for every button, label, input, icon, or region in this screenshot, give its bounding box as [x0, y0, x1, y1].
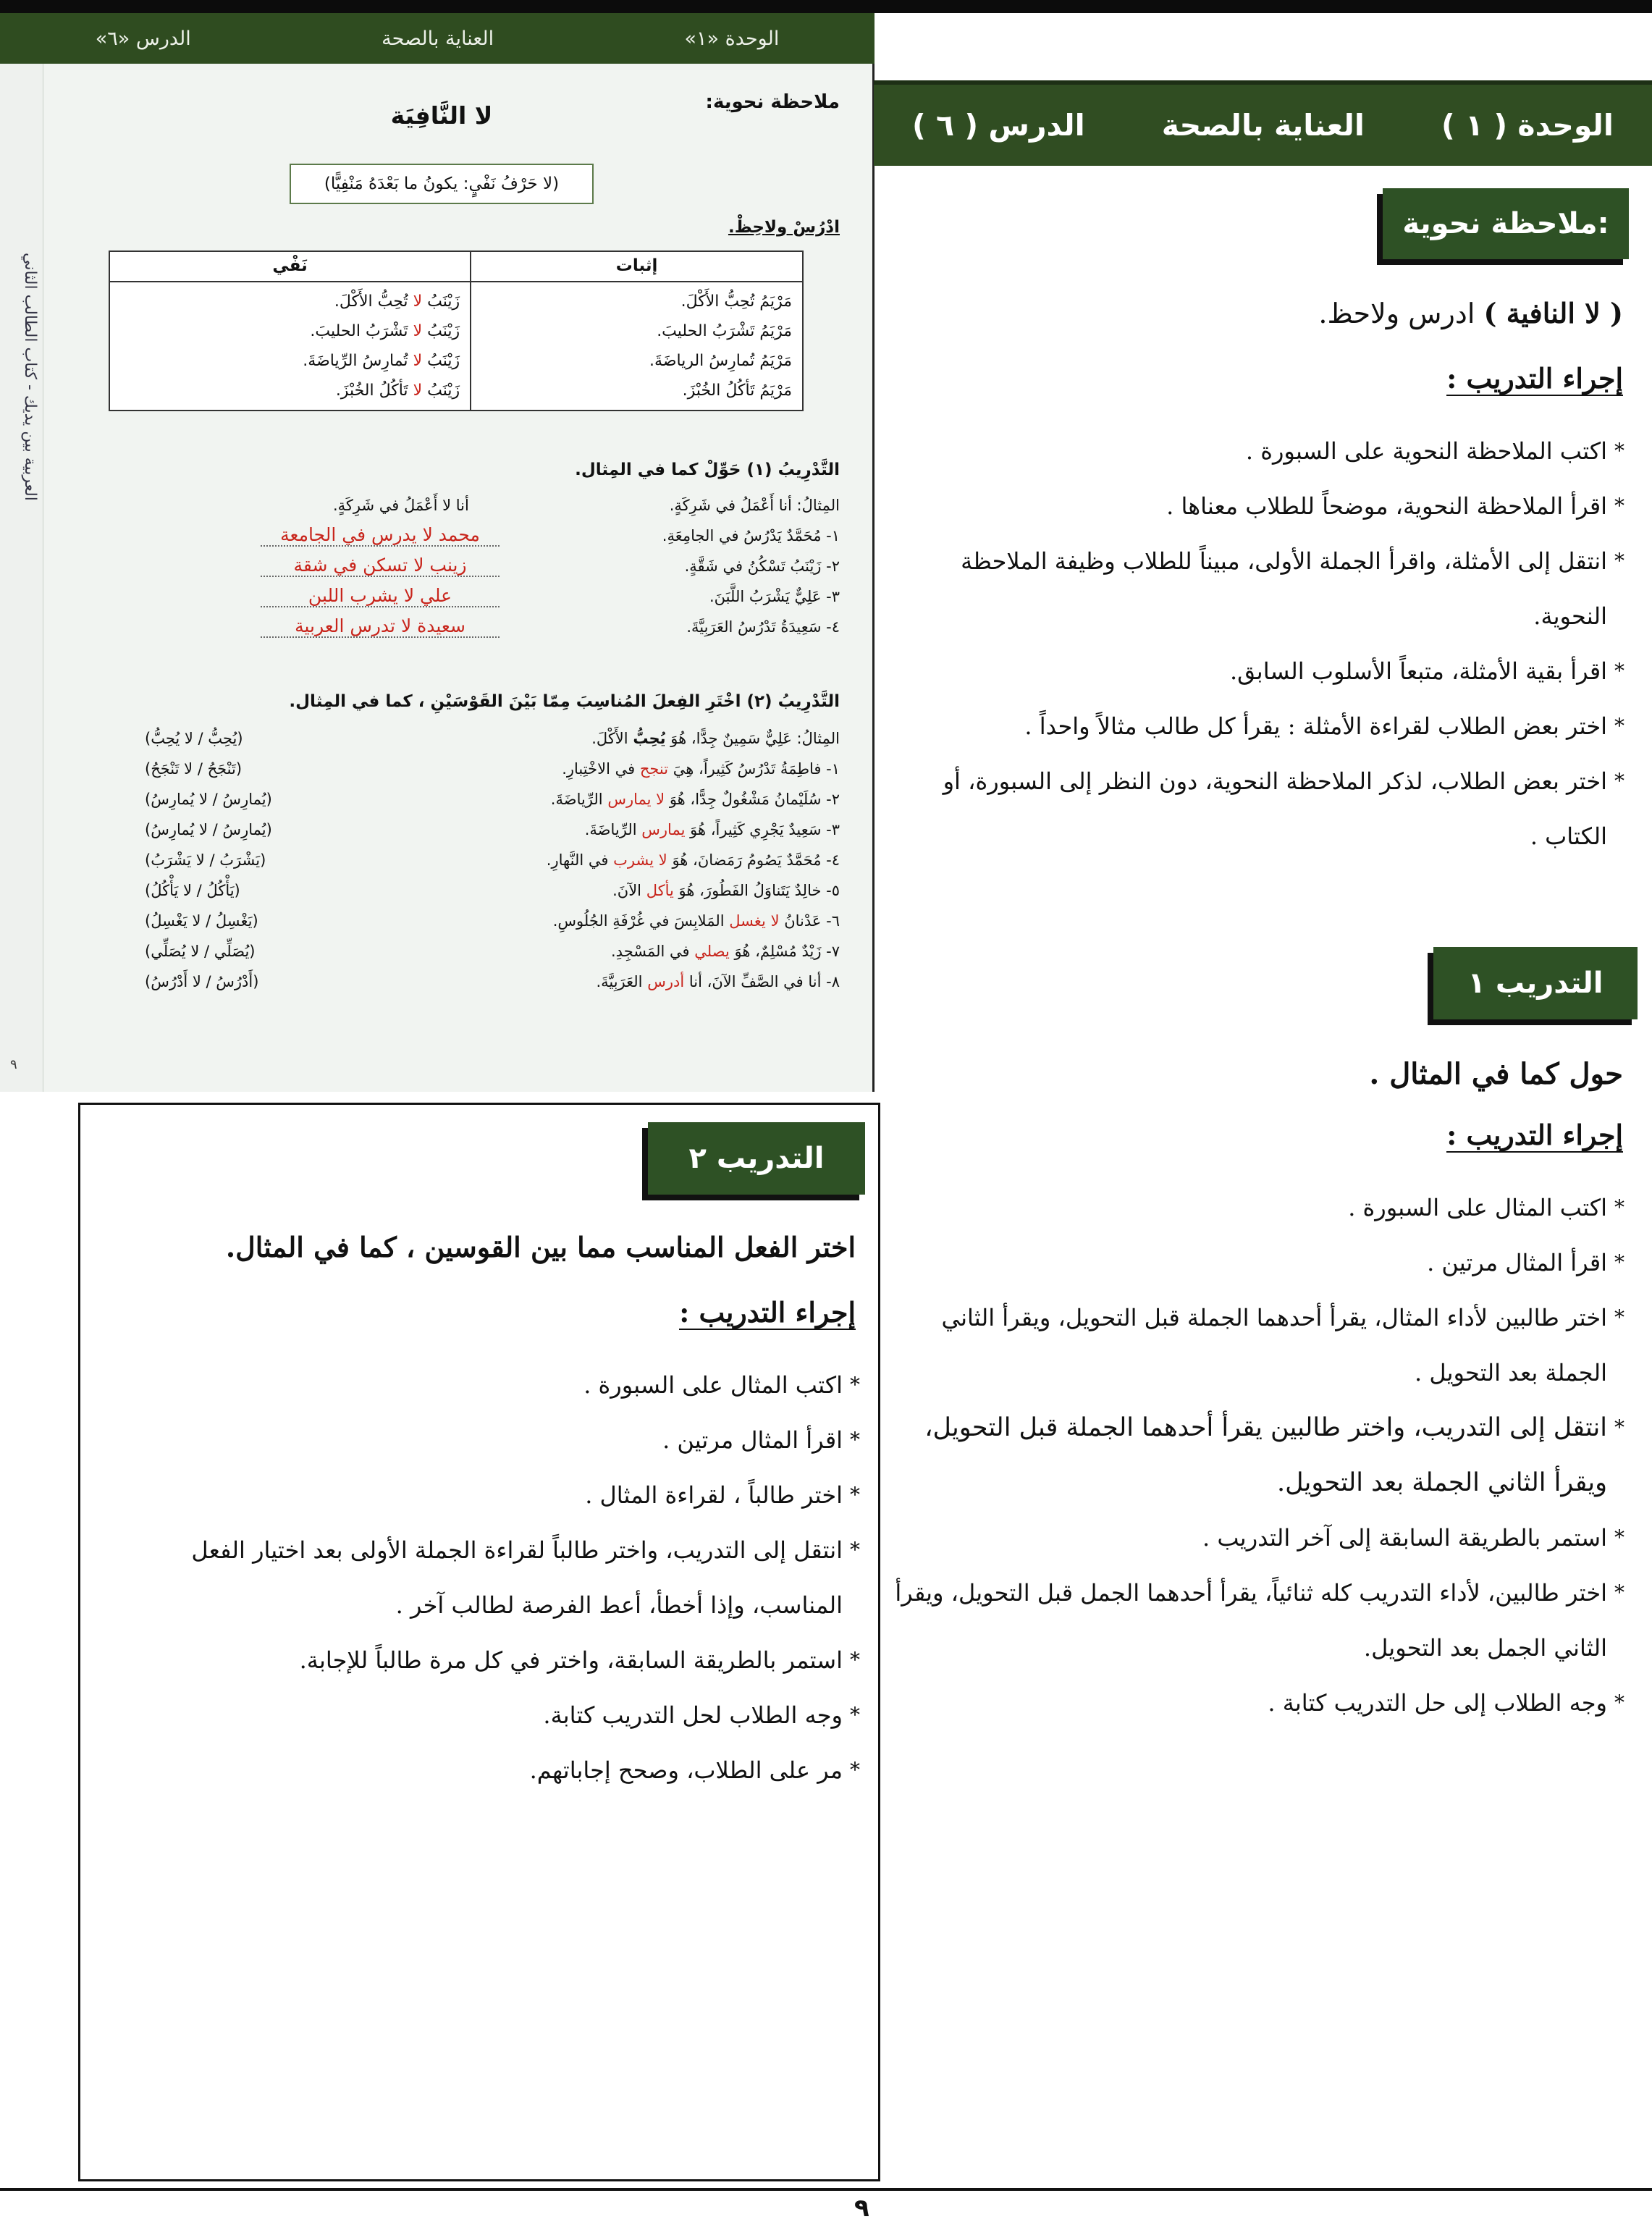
ex2-item-options: (تَنْجَحُ / لا تَنْجَحُ): [145, 760, 243, 778]
procedure-label-text: إجراء التدريب :: [679, 1296, 856, 1329]
ex2-item-options: (يَشْرَبُ / لا يَشْرَبُ): [145, 851, 266, 869]
note-heading-box: ملاحظة نحوية:: [1383, 188, 1629, 259]
table-cell: مَرْيَمُ تَأكُلُ الخُبْزَ.: [682, 382, 792, 400]
exercise1-item-q: ٢- زَيْنَبُ تَسْكُنُ في شَقَّةٍ.: [684, 557, 840, 575]
note-intro-bold: ( لا النافية ): [1483, 297, 1623, 329]
ex2-item-options: (يَأْكُلُ / لا يَأْكُلُ): [145, 882, 240, 899]
student-banner-lesson: الدرس «٦»: [95, 27, 191, 50]
exercise2-item: [145, 821, 840, 838]
list-item: * اختر طالبين، لأداء التدريب كله ثنائياً، يقرأ أحدهما الجمل قبل التحويل، ويقرأ الثاني الجمل بعد التحويل.: [876, 1565, 1607, 1675]
exercise1-item-answer: علي لا يشرب اللبن: [261, 585, 500, 607]
student-note-label: ملاحظة نحوية:: [705, 91, 840, 113]
teacher-page-banner: [874, 80, 1652, 166]
exercise2-item: [145, 851, 840, 869]
exercise1-item-answer: محمد لا يدرس في الجامعة: [261, 524, 500, 547]
ex2-item-post: الرِّياضَةَ.: [550, 791, 603, 808]
note-intro: [899, 297, 1623, 329]
ex2-item-options: (يُمارِسُ / لا يُمارِسُ): [145, 821, 272, 838]
student-exercise-sheet: [87, 70, 854, 1083]
list-item: * استمر بالطريقة السابقة إلى آخر التدريب .: [876, 1510, 1607, 1565]
student-note-title: لا النَّافِيَة: [390, 101, 493, 130]
neg-particle: لا: [413, 382, 423, 400]
exercise1-title: التَّدْرِيبُ (١) حَوِّلْ كما في المِثال.: [575, 460, 840, 479]
student-banner-unit: الوحدة «١»: [684, 27, 780, 50]
list-item: * اقرأ الملاحظة النحوية، موضحاً للطلاب معناها .: [890, 479, 1607, 534]
exercise2-procedure-label: [349, 1296, 856, 1329]
ex2-item-pre: ٤- مُحَمَّدٌ يَصُومُ رَمَضانَ، هُوَ: [672, 851, 840, 869]
list-item: * مر على الطلاب، وصحح إجاباتهم.: [111, 1743, 843, 1798]
student-page-banner: [0, 13, 875, 64]
ex2-item-answer: يصلي: [694, 943, 730, 960]
exercise2-item: [145, 882, 840, 899]
ex2-example-post: الأَكْلَ.: [591, 730, 628, 747]
affirmative-column: [471, 282, 803, 411]
ex2-item-pre: ١- فاطِمَةُ تَدْرُسُ كَثِيراً، هِيَ: [673, 760, 840, 778]
student-banner-unit-title: العناية بالصحة: [382, 27, 494, 50]
list-item: * اقرأ بقية الأمثلة، متبعاً الأسلوب السابق.: [890, 644, 1607, 699]
exercise1-item: [145, 615, 840, 638]
exercise1-item: [145, 555, 840, 577]
exercise2-item: [145, 943, 840, 960]
ex2-example-answer: يُحِبُّ: [633, 730, 666, 747]
neg-subject: زَيْنَبُ: [427, 292, 460, 311]
exercise1-item: [145, 524, 840, 547]
list-item: * وجه الطلاب لحل التدريب كتابة.: [111, 1688, 843, 1743]
ex2-item-post: في المَسْجِدِ.: [611, 943, 690, 960]
ex2-item-post: الآنَ.: [612, 882, 642, 899]
exercise1-item-q: ٣- عَلِيٌّ يَشْرَبُ اللَّبَنَ.: [709, 588, 840, 605]
exercise1-example: [145, 497, 840, 514]
ex2-item-options: (يُمارِسُ / لا يُمارِسُ): [145, 791, 272, 808]
ex2-item-pre: ٨- أنا في الصَّفِّ الآنَ، أنا: [688, 973, 840, 990]
ex2-item-answer: لا يغسل: [729, 912, 780, 930]
ex2-example-pre: المِثالُ: عَلِيٌّ سَمِينٌ جِدًّا، هُوَ: [670, 730, 840, 747]
exercise2-steps: [111, 1358, 843, 1798]
list-item: * اختر طالباً ، لقراءة المثال .: [111, 1468, 843, 1523]
table-header-negation: نَفْي: [109, 251, 471, 282]
note-procedure-label: [1116, 362, 1623, 395]
neg-rest: تُحِبُّ الأَكْلَ.: [334, 292, 408, 311]
exercise1-example-a: أنا لا أَعْمَلُ في شَرِكَةٍ.: [333, 497, 469, 514]
exercise2-example: [145, 730, 840, 747]
ex2-item-pre: ٦- عَدْنانُ: [784, 912, 840, 930]
table-cell: [120, 316, 460, 346]
negative-column: [109, 282, 471, 411]
ex2-item-options: (يُصَلِّي / لا يُصَلِّي): [145, 943, 256, 960]
ex2-item-answer: يأكل: [646, 882, 674, 899]
table-cell: [120, 287, 460, 316]
definition-box: (لا حَرْفُ نَفْيٍ: يكونُ ما بَعْدَهُ مَنْفِيًّا): [290, 164, 594, 204]
exercise2-heading-box: التدريب ٢: [648, 1122, 865, 1195]
list-item: * اقرأ المثال مرتين .: [876, 1235, 1607, 1290]
exercise1-heading-box: التدريب ١: [1433, 947, 1638, 1019]
exercise1-steps: [876, 1180, 1607, 1730]
side-page-number: ٩: [10, 1057, 17, 1072]
exercise1-item-q: ١- مُحَمَّدٌ يَدْرُسُ في الجامِعَةِ.: [662, 527, 840, 544]
exercise2-item: [145, 912, 840, 930]
teacher-banner-lesson: الدرس ( ٦ ): [912, 108, 1085, 143]
ex2-item-answer: لا يشرب: [613, 851, 667, 869]
ex2-item-pre: ٧- زَيْدٌ مُسْلِمٌ، هُوَ: [734, 943, 840, 960]
exercise2-title: التَّدْرِيبُ (٢) اخْتَرِ الفِعلَ المُناسِبَ مِمّا بَيْنَ القَوْسَيْنِ ، كما في المِثال.: [289, 692, 840, 711]
list-item: * اقرأ المثال مرتين .: [111, 1413, 843, 1468]
table-cell: مَرْيَمُ تُمارِسُ الرياضَةَ.: [649, 352, 792, 370]
exercise1-example-q: المِثالُ: أنا أَعْمَلُ في شَرِكَةٍ.: [669, 497, 840, 514]
list-item: * انتقل إلى الأمثلة، واقرأ الجملة الأولى، مبيناً للطلاب وظيفة الملاحظة النحوية.: [890, 534, 1607, 644]
neg-rest: تَشْرَبُ الحليبَ.: [310, 322, 408, 340]
top-edge-bar: [0, 0, 1652, 13]
page-number: ٩: [854, 2194, 869, 2223]
exercise1-item: [145, 585, 840, 607]
exercise2-example-sentence: [591, 730, 840, 747]
bottom-rule: [0, 2188, 1652, 2191]
ex2-item-answer: أدرس: [647, 973, 685, 990]
ex2-item-answer: لا يمارس: [607, 791, 665, 808]
neg-subject: زَيْنَبُ: [427, 322, 460, 340]
list-item: * اختر طالبين لأداء المثال، يقرأ أحدهما الجملة قبل التحويل، ويقرأ الثاني الجملة بعد التحويل .: [876, 1290, 1607, 1400]
list-item: * وجه الطلاب إلى حل التدريب كتابة .: [876, 1675, 1607, 1730]
procedure-label-text: إجراء التدريب :: [1446, 1119, 1623, 1151]
ex2-item-post: في الاخْتِبارِ.: [562, 760, 636, 778]
ex2-item-options: (يَغْسِلُ / لا يَغْسِلُ): [145, 912, 258, 930]
exercise1-instruction: حول كما في المثال .: [1369, 1057, 1623, 1091]
exercise1-item-answer: زينب لا تسكن في شقة: [261, 555, 500, 577]
list-item: * انتقل إلى التدريب، واختر طالبين يقرأ أحدهما الجملة قبل التحويل، ويقرأ الثاني الجملة بعد التحويل.: [876, 1400, 1607, 1510]
neg-particle: لا: [413, 352, 423, 370]
table-cell: [120, 376, 460, 405]
exercise2-instruction: اختر الفعل المناسب مما بين القوسين ، كما في المثال.: [225, 1231, 856, 1263]
ex2-item-pre: ٣- سَعِيدٌ يَجْرِي كَثِيراً، هُوَ: [690, 821, 840, 838]
list-item: * اكتب المثال على السبورة .: [111, 1358, 843, 1413]
neg-rest: تَأكُلُ الخُبْزَ.: [335, 382, 408, 400]
list-item: * اختر بعض الطلاب لقراءة الأمثلة : يقرأ كل طالب مثالاً واحداً .: [890, 699, 1607, 754]
study-label: ادْرُسْ ولاحِظْ.: [728, 218, 840, 237]
ex2-item-answer: يمارس: [641, 821, 686, 838]
ex2-item-pre: ٥- خالِدٌ يَتَناوَلُ الفَطُورَ، هُوَ: [678, 882, 840, 899]
note-intro-rest: ادرس ولاحظ.: [1318, 298, 1475, 329]
teacher-banner-unit: الوحدة ( ١ ): [1441, 108, 1614, 143]
neg-particle: لا: [413, 292, 423, 311]
procedure-label-text: إجراء التدريب :: [1446, 362, 1623, 395]
ex2-item-post: العَرَبِيَّةَ.: [596, 973, 643, 990]
table-cell: مَرْيَمُ تَشْرَبُ الحليبَ.: [657, 322, 792, 340]
side-strip: [0, 64, 43, 1092]
note-steps: [890, 424, 1607, 864]
neg-subject: زَيْنَبُ: [427, 352, 460, 370]
neg-particle: لا: [413, 322, 423, 340]
neg-subject: زَيْنَبُ: [427, 382, 460, 400]
side-strip-title: العربية بين يديك - كتاب الطالب الثاني: [21, 252, 39, 501]
table-cell: [120, 346, 460, 376]
exercise1-procedure-label: [1116, 1119, 1623, 1151]
table-cell: مَرْيَمُ تُحِبُّ الأَكْلَ.: [680, 292, 792, 311]
ex2-item-post: الرِّياضَةَ.: [584, 821, 637, 838]
exercise2-item: [145, 760, 840, 778]
ex2-item-options: (أَدْرُسُ / لا أَدْرُسُ): [145, 973, 259, 990]
ex2-item-answer: تنجح: [639, 760, 669, 778]
list-item: * اكتب المثال على السبورة .: [876, 1180, 1607, 1235]
ex2-item-pre: ٢- سُلَيْمانُ مَشْغُولٌ جِدًّا، هُوَ: [669, 791, 840, 808]
exercise1-item-q: ٤- سَعِيدَةُ تَدْرُسُ العَرَبِيَّةَ.: [686, 618, 840, 636]
list-item: * اكتب الملاحظة النحوية على السبورة .: [890, 424, 1607, 479]
list-item: * استمر بالطريقة السابقة، واختر في كل مرة طالباً للإجابة.: [111, 1633, 843, 1688]
teacher-banner-unit-title: العناية بالصحة: [1161, 108, 1365, 143]
list-item: * انتقل إلى التدريب، واختر طالباً لقراءة الجملة الأولى بعد اختيار الفعل المناسب، وإذا أخطأ، أعط الفرصة لطالب آخر .: [111, 1523, 843, 1633]
ex2-example-options: (يُحِبُّ / لا يُحِبُّ): [145, 730, 243, 747]
ex2-item-post: المَلابِسَ في غُرْفَةِ الجُلُوسِ.: [552, 912, 725, 930]
list-item: * اختر بعض الطلاب، لذكر الملاحظة النحوية، دون النظر إلى السبورة، أو الكتاب .: [890, 754, 1607, 864]
neg-rest: تُمارِسُ الرِّياضَةَ.: [303, 352, 408, 370]
exercise1-item-answer: سعيدة لا تدرس العربية: [261, 615, 500, 638]
exercise2-item: [145, 973, 840, 990]
table-header-affirm: إثبات: [471, 251, 803, 282]
exercise2-item: [145, 791, 840, 808]
affirm-negation-table: [109, 251, 804, 411]
ex2-item-post: في النَّهارِ.: [546, 851, 609, 869]
